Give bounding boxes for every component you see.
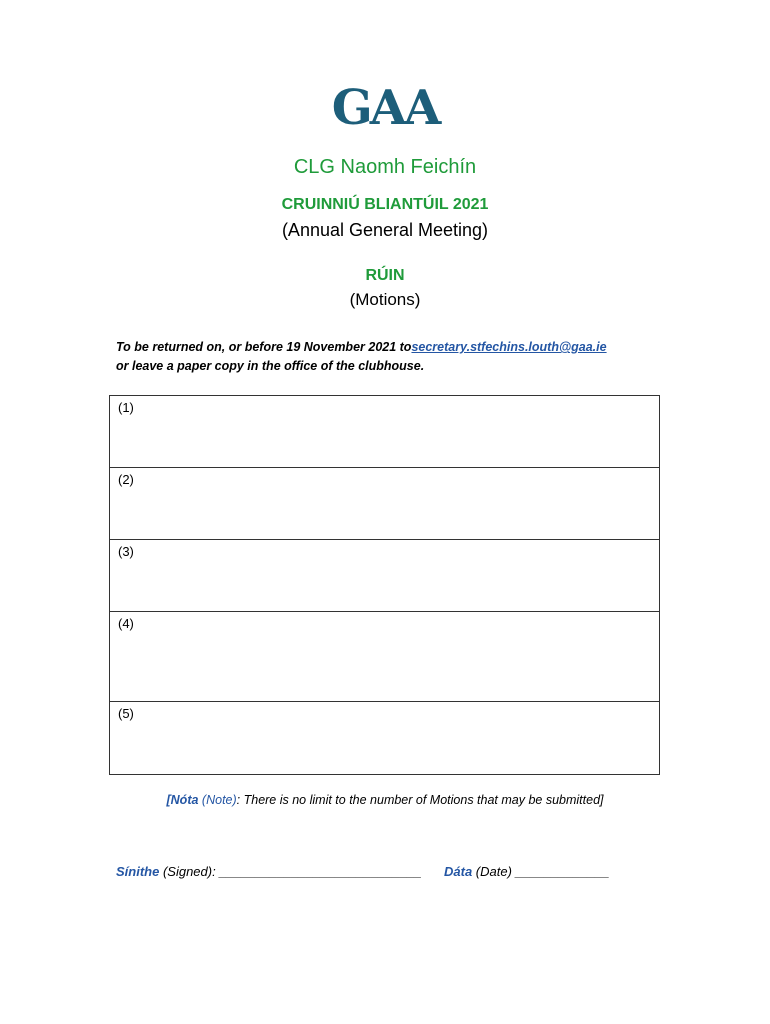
instructions xyxy=(116,338,676,376)
motion-field-1[interactable] xyxy=(110,396,659,468)
motions-table xyxy=(109,395,660,775)
note-open: [ xyxy=(166,793,171,807)
date-field[interactable] xyxy=(444,864,610,879)
motion-field-2[interactable] xyxy=(110,468,659,540)
signature-field[interactable] xyxy=(116,864,422,879)
motion-label: (3) xyxy=(118,544,134,559)
motion-label: (1) xyxy=(118,400,134,415)
motion-field-3[interactable] xyxy=(110,540,659,612)
instructions-line2: or leave a paper copy in the office of the clubhouse. xyxy=(116,359,425,373)
date-irish: Dáta xyxy=(444,864,473,879)
instructions-line1: To be returned on, or before 19 November 2021 to xyxy=(116,340,412,354)
motion-label: (5) xyxy=(118,706,134,721)
club-name: CLG Naomh Feichín xyxy=(293,156,477,178)
agm-title: CRUINNIÚ BLIANTÚIL 2021 xyxy=(281,196,489,213)
note-text: : There is no limit to the number of Motions that may be submitted] xyxy=(236,793,604,807)
agm-subtitle: (Annual General Meeting) xyxy=(281,220,489,240)
date-english: (Date) _____________ xyxy=(472,864,610,879)
secretary-email-link[interactable]: secretary.stfechins.louth@gaa.ie xyxy=(411,340,607,354)
motions-title: RÚIN xyxy=(365,267,405,284)
note-irish: Nóta xyxy=(170,793,199,807)
motion-label: (4) xyxy=(118,616,134,631)
note-english: (Note) xyxy=(201,793,237,807)
signed-english: (Signed): ____________________________ xyxy=(159,864,422,879)
motion-field-4[interactable] xyxy=(110,612,659,702)
motions-subtitle: (Motions) xyxy=(349,290,421,309)
motion-field-5[interactable] xyxy=(110,702,659,774)
gaa-logo: GAA xyxy=(331,80,439,136)
signed-irish: Sínithe xyxy=(116,864,160,879)
motion-label: (2) xyxy=(118,472,134,487)
note xyxy=(0,793,770,807)
